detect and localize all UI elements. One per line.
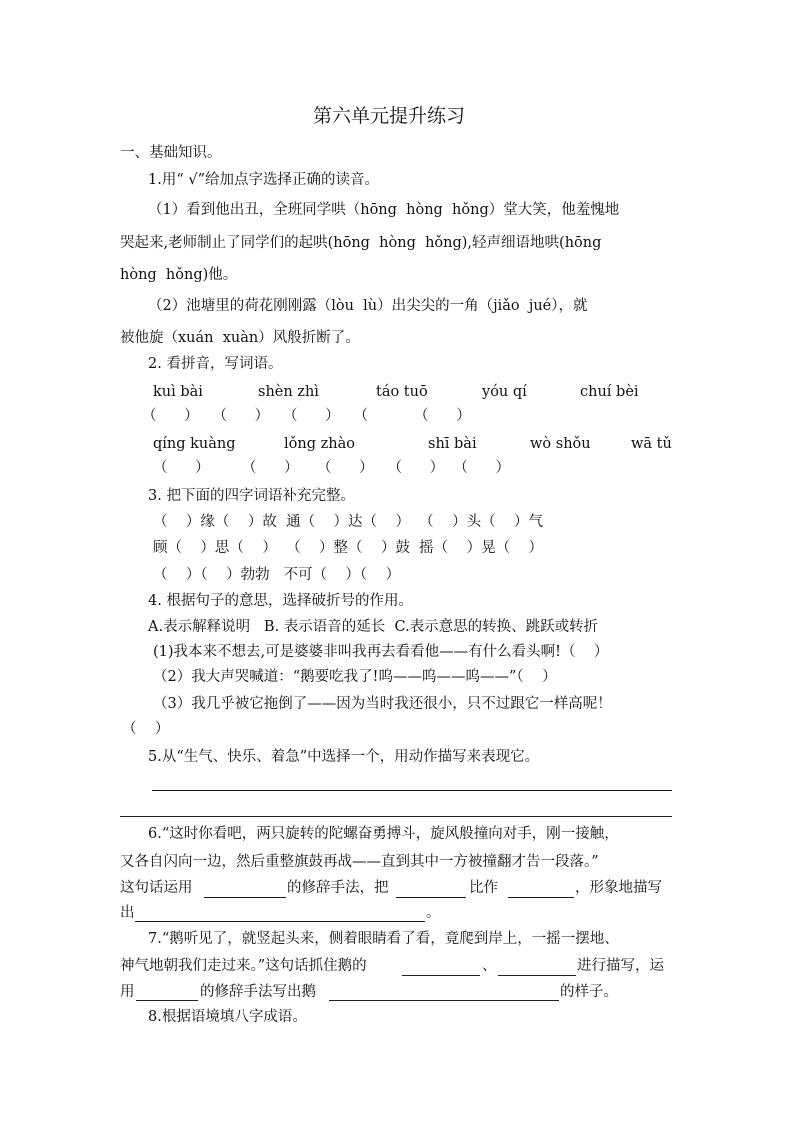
q6-blank-subject[interactable] (396, 897, 466, 898)
q4-options: A.表示解释说明 B. 表示语音的延长 C.表示意思的转换、跳跃或转折 (148, 619, 599, 635)
q2-answer-blanks-row2[interactable]: （ ） （ ） （ ） （ ） （ ） (153, 460, 511, 476)
q7-blank-feature-2[interactable] (498, 975, 576, 976)
q4-sentence-3-answer[interactable]: （ ） (122, 721, 170, 737)
q2-pinyin-10: wā tǔ (631, 436, 672, 452)
q7-line2-text-b: 、 (482, 958, 497, 974)
q1-part2-line1: （2）池塘里的荷花刚刚露（lòu lù）出尖尖的一角（jiǎo jué），就 (148, 298, 588, 314)
q6-blank-description[interactable] (135, 921, 425, 922)
q7-line3-text-b: 的修辞手法写出鹅 (200, 984, 316, 1000)
q1-part1-line1: （1）看到他出丑，全班同学哄（hōng hòng hǒng）堂大笑，他羞愧地 (148, 202, 620, 218)
q2-heading: 2. 看拼音，写词语。 (148, 356, 283, 372)
q3-idiom-row1[interactable]: （ ）缘（ ）故 通（ ）达（ ） （ ）头（ ）气 (153, 514, 544, 530)
q7-line3-text-a: 用 (120, 984, 135, 1000)
q2-pinyin-9: wò shǒu (530, 436, 591, 452)
q6-blank-rhetoric[interactable] (204, 897, 286, 898)
q6-line1: 6.“这时你看吧，两只旋转的陀螺奋勇搏斗，旋风般撞向对手，刚一接触， (148, 826, 619, 842)
q2-pinyin-2: shèn zhì (258, 384, 319, 400)
q2-pinyin-5: chuí bèi (580, 384, 639, 400)
q7-blank-feature-1[interactable] (402, 975, 480, 976)
q6-line3-text-b: 的修辞手法，把 (287, 880, 389, 896)
q7-line3-text-c: 的样子。 (560, 984, 618, 1000)
q6-line3-text-c: 比作 (469, 880, 498, 896)
q4-sentence-1: (1)我本来不想去,可是婆婆非叫我再去看看他——有什么看头啊!（ ） (153, 644, 609, 660)
q6-line2: 又各自闪向一边，然后重整旗鼓再战——直到其中一方被撞翻才告一段落。” (120, 854, 599, 870)
q7-line1: 7.“鹅听见了，就竖起头来，侧着眼睛看了看，竟爬到岸上，一摇一摆地、 (148, 931, 619, 947)
q3-idiom-row3[interactable]: （ ）（ ）勃勃 不可（ ）（ ） (153, 567, 401, 583)
q7-blank-manner[interactable] (329, 1000, 559, 1001)
q2-pinyin-6: qíng kuàng (153, 436, 236, 452)
q8-heading: 8.根据语境填八字成语。 (148, 1009, 307, 1025)
page-title: 第六单元提升练习 (313, 105, 466, 127)
q6-line3-text-d: ，形象地描写 (575, 880, 662, 896)
q3-idiom-row2[interactable]: 顾（ ）思（ ） （ ）整（ ）鼓 摇（ ）晃（ ） (153, 540, 544, 556)
q2-pinyin-3: táo tuō (376, 384, 428, 400)
q2-pinyin-4: yóu qí (482, 384, 527, 400)
q4-sentence-3: （3）我几乎被它拖倒了——因为当时我还很小，只不过跟它一样高呢！ (153, 696, 612, 712)
q7-line2-text-c: 进行描写，运 (577, 958, 664, 974)
q5-answer-line-1[interactable] (152, 790, 672, 791)
q6-blank-compared-to[interactable] (508, 897, 574, 898)
q1-heading: 1.用“ √”给加点字选择正确的读音。 (148, 172, 380, 188)
q2-answer-blanks-row1[interactable]: （ ） （ ） （ ） （ （ ） (142, 408, 471, 424)
q2-pinyin-1: kuì bài (153, 384, 203, 400)
q3-heading: 3. 把下面的四字词语补充完整。 (148, 488, 355, 504)
q4-sentence-2: （2）我大声哭喊道：“鹅要吃我了!呜——呜——呜——”（ ） (153, 669, 557, 685)
q2-pinyin-8: shī bài (428, 436, 477, 452)
section-heading-basic-knowledge: 一、基础知识。 (120, 145, 222, 161)
q7-blank-rhetoric[interactable] (136, 1000, 198, 1001)
q6-line4-text-a: 出 (120, 905, 135, 921)
q6-line4-text-b: 。 (426, 905, 441, 921)
q1-part1-line3: hòng hǒng)他。 (120, 267, 238, 283)
q4-heading: 4. 根据句子的意思，选择破折号的作用。 (148, 593, 413, 609)
q7-line2-text-a: 神气地朝我们走过来。”这句话抓住鹅的 (120, 958, 367, 974)
q6-line3-text-a: 这句话运用 (120, 880, 193, 896)
q5-answer-line-2[interactable] (120, 816, 672, 817)
q5-heading: 5.从“生气、快乐、着急”中选择一个，用动作描写来表现它。 (148, 749, 540, 765)
q1-part1-line2: 哭起来,老师制止了同学们的起哄(hōng hòng hǒng),轻声细语地哄(hōng (120, 235, 602, 251)
q1-part2-line2: 被他旋（xuán xuàn）风般折断了。 (120, 330, 360, 346)
q2-pinyin-7: lǒng zhào (284, 436, 355, 452)
